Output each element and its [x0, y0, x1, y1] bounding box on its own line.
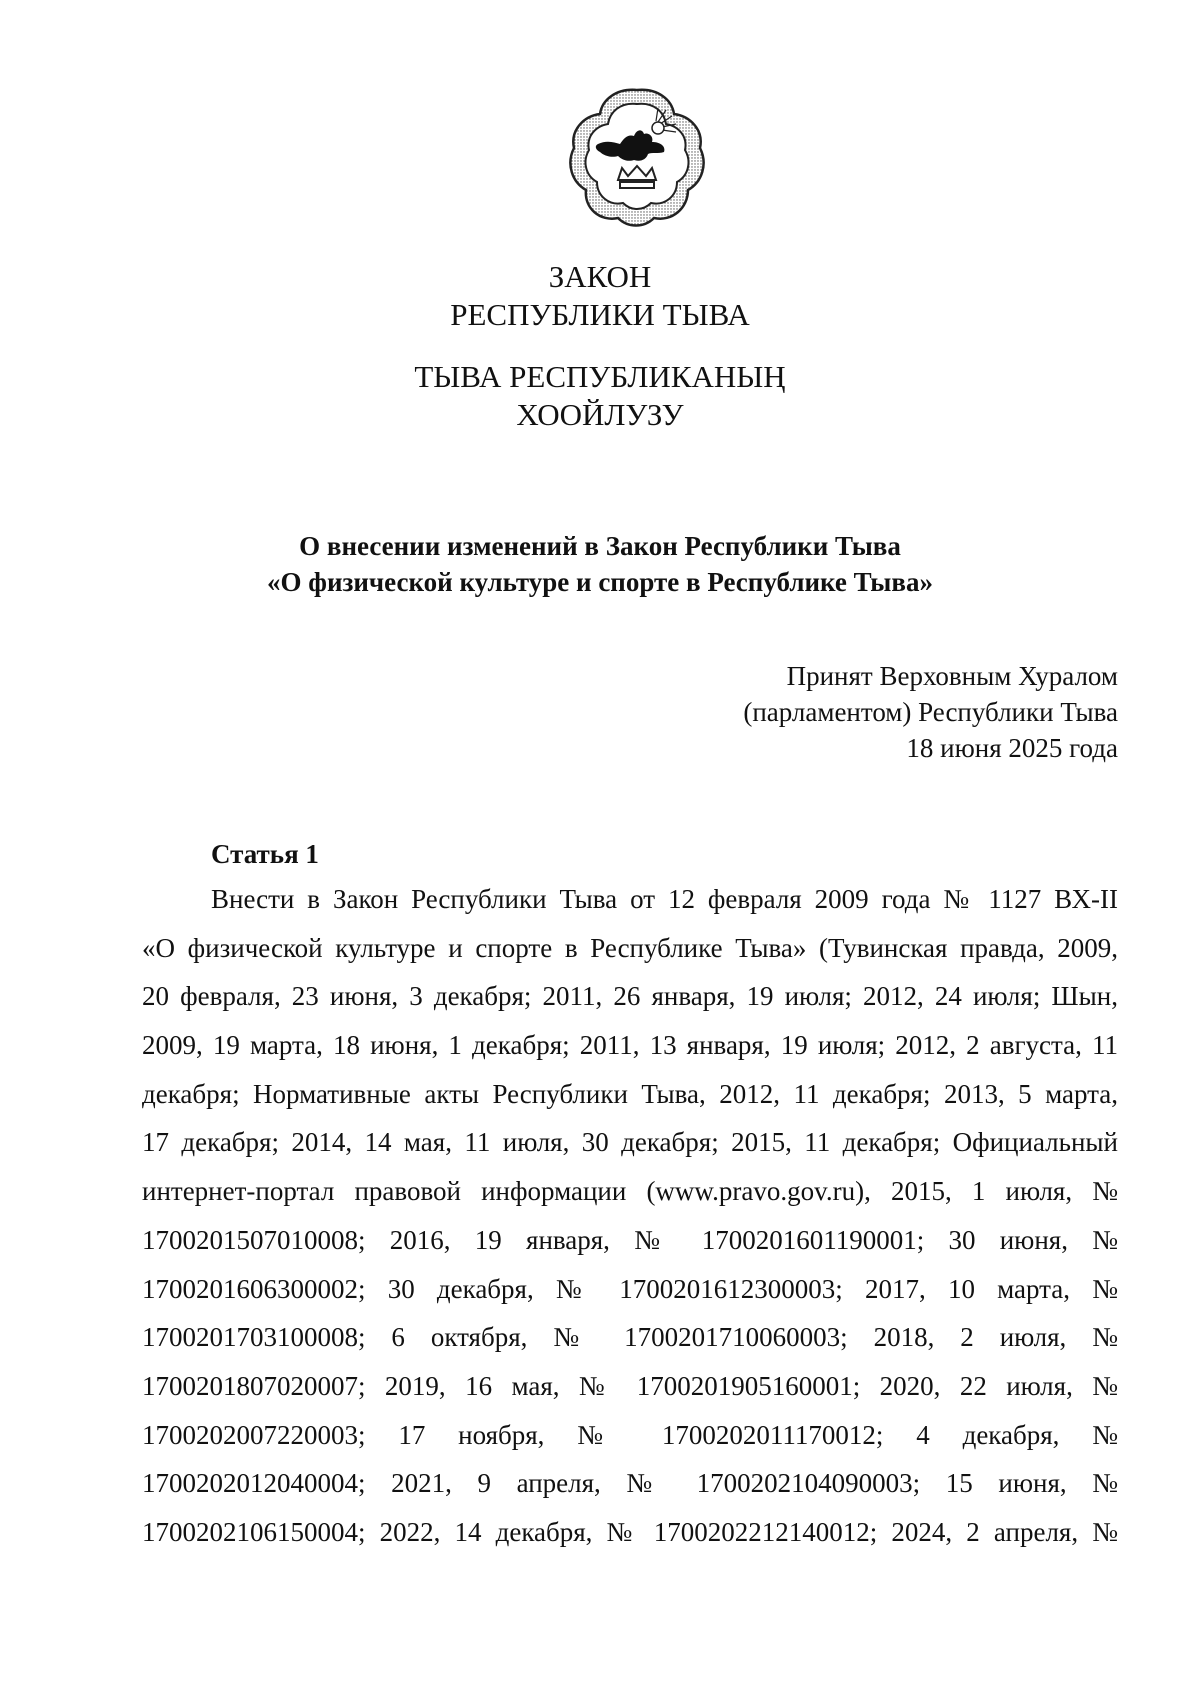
- article-line: 1700201703100008; 6 октября, № 1700201710060003; 2018, 2 июля, №: [142, 1322, 1118, 1353]
- article-line: 20 февраля, 23 июня, 3 декабря; 2011, 26 января, 19 июля; 2012, 24 июля; Шын,: [142, 981, 1118, 1012]
- law-title-russian: [0, 258, 1200, 334]
- title-tv-line2: ХООЙЛУЗУ: [516, 397, 684, 432]
- article-line: Внести в Закон Республики Тыва от 12 февраля 2009 года № 1127 ВХ-II: [211, 884, 1118, 914]
- adoption-date: 18 июня 2025 года: [906, 733, 1118, 763]
- adoption-line2: (парламентом) Республики Тыва: [743, 697, 1118, 727]
- article-line: 1700202007220003; 17 ноября, № 1700202011170012; 4 декабря, №: [142, 1419, 1118, 1450]
- title-ru-line1: ЗАКОН: [548, 259, 652, 294]
- article-line: интернет-портал правовой информации (www.pravo.gov.ru), 2015, 1 июля, №: [142, 1176, 1118, 1207]
- article-line: «О физической культуре и спорте в Республике Тыва» (Тувинская правда, 2009,: [142, 932, 1118, 963]
- article-body: [142, 881, 1118, 1563]
- adoption-note: [743, 658, 1118, 766]
- article-heading: Статья 1: [211, 839, 319, 869]
- law-title-tuvan: [0, 358, 1200, 434]
- title-ru-line2: РЕСПУБЛИКИ ТЫВА: [450, 297, 750, 332]
- article-line: 2009, 19 марта, 18 июня, 1 декабря; 2011, 13 января, 19 июля; 2012, 2 августа, 11: [142, 1030, 1118, 1061]
- title-tv-line1: ТЫВА РЕСПУБЛИКАНЫҢ: [414, 359, 786, 394]
- article-line: 1700201606300002; 30 декабря, № 1700201612300003; 2017, 10 марта, №: [142, 1273, 1118, 1304]
- article-line: 1700201807020007; 2019, 16 мая, № 1700201905160001; 2020, 22 июля, №: [142, 1370, 1118, 1401]
- emblem-of-tuva: [562, 82, 712, 232]
- law-subject: [0, 528, 1200, 600]
- article-line: декабря; Нормативные акты Республики Тыва, 2012, 11 декабря; 2013, 5 марта,: [142, 1078, 1118, 1109]
- law-subject-line1: О внесении изменений в Закон Республики Тыва: [299, 531, 901, 561]
- article-line: 17 декабря; 2014, 14 мая, 11 июля, 30 декабря; 2015, 11 декабря; Официальный: [142, 1127, 1118, 1158]
- article-line: 1700202106150004; 2022, 14 декабря, № 1700202212140012; 2024, 2 апреля, №: [142, 1516, 1118, 1547]
- article-line: 1700202012040004; 2021, 9 апреля, № 1700202104090003; 15 июня, №: [142, 1468, 1118, 1499]
- article-line: 1700201507010008; 2016, 19 января, № 1700201601190001; 30 июня, №: [142, 1224, 1118, 1255]
- law-subject-line2: «О физической культуре и спорте в Республике Тыва»: [267, 567, 933, 597]
- adoption-line1: Принят Верховным Хуралом: [786, 661, 1118, 691]
